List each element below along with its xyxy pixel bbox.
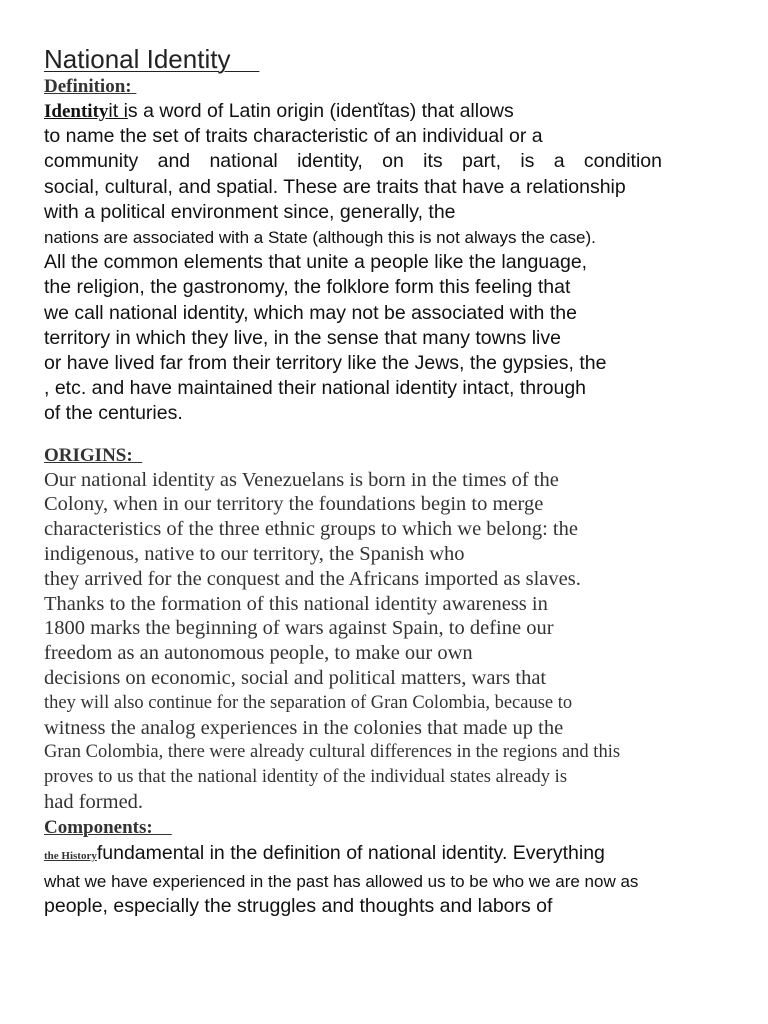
justified-word: a [553,150,565,173]
origins-line: proves to us that the national identity of the individual states already is [44,767,568,788]
justified-word: is [520,150,535,173]
origins-line: had formed. [44,791,144,813]
document-title: National Identity [44,44,260,74]
origins-line: Gran Colombia, there were already cultural differences in the regions and this [44,742,621,763]
definition-line: or have lived far from their territory like the Jews, the gypsies, the [44,352,607,375]
origins-line: they arrived for the conquest and the Africans imported as slaves. [44,567,581,590]
components-line-text: fundamental in the definition of national identity. Everything [96,841,605,864]
definition-line: , etc. and have maintained their national identity intact, through [44,377,587,400]
definition-line: nations are associated with a State (although this is not always the case). [44,228,596,248]
justified-word: part, [461,150,502,173]
document-page [44,44,754,919]
origins-line: Our national identity as Venezuelans is born in the times of the [44,468,559,491]
origins-line: witness the analog experiences in the colonies that made up the [44,716,564,739]
justified-word: identity, [297,150,363,173]
justified-word: national [209,150,278,173]
identity-lead-connector: it i [108,100,128,122]
components-line: what we have experienced in the past has allowed us to be who we are now as [44,872,639,891]
justified-word: community [44,150,139,173]
origins-line: 1800 marks the beginning of wars against Spain, to define our [44,617,554,640]
definition-justified-line [44,149,662,174]
origins-line: Thanks to the formation of this national identity awareness in [44,592,548,615]
definition-line: territory in which they live, in the sense that many towns live [44,326,561,349]
origins-line: Colony, when in our territory the foundations begin to merge [44,493,544,516]
origins-line: indigenous, native to our territory, the Spanish who [44,543,465,566]
definition-line-text: s a word of Latin origin (identĭtas) that allows [127,100,514,122]
definition-line: All the common elements that unite a people like the language, [44,251,588,274]
origins-line: characteristics of the three ethnic groups to which we belong: the [44,518,578,541]
definition-line: social, cultural, and spatial. These are traits that have a relationship [44,175,626,198]
origins-line: freedom as an autonomous people, to make our own [44,642,473,665]
components-line-1 [44,841,754,869]
definition-heading: Definition: [44,76,137,97]
components-heading: Components: [44,816,172,838]
components-line: people, especially the struggles and thoughts and labors of [44,895,553,918]
definition-line: we call national identity, which may not be associated with the [44,301,577,324]
justified-word: its [423,150,443,173]
definition-line: with a political environment since, generally, the [44,200,456,223]
justified-word: condition [583,150,662,173]
justified-word: on [382,150,404,173]
history-lead: the History [44,849,97,862]
justified-word: and [157,150,191,173]
definition-line: the religion, the gastronomy, the folklore form this feeling that [44,276,571,299]
definition-line-1 [44,99,754,124]
definition-line: of the centuries. [44,402,183,425]
origins-heading: ORIGINS: [44,444,143,466]
definition-line: to name the set of traits characteristic of an individual or a [44,125,543,148]
origins-line: they will also continue for the separation of Gran Colombia, because to [44,692,573,713]
origins-line: decisions on economic, social and political matters, wars that [44,667,547,690]
identity-lead-word: Identity [44,101,109,122]
